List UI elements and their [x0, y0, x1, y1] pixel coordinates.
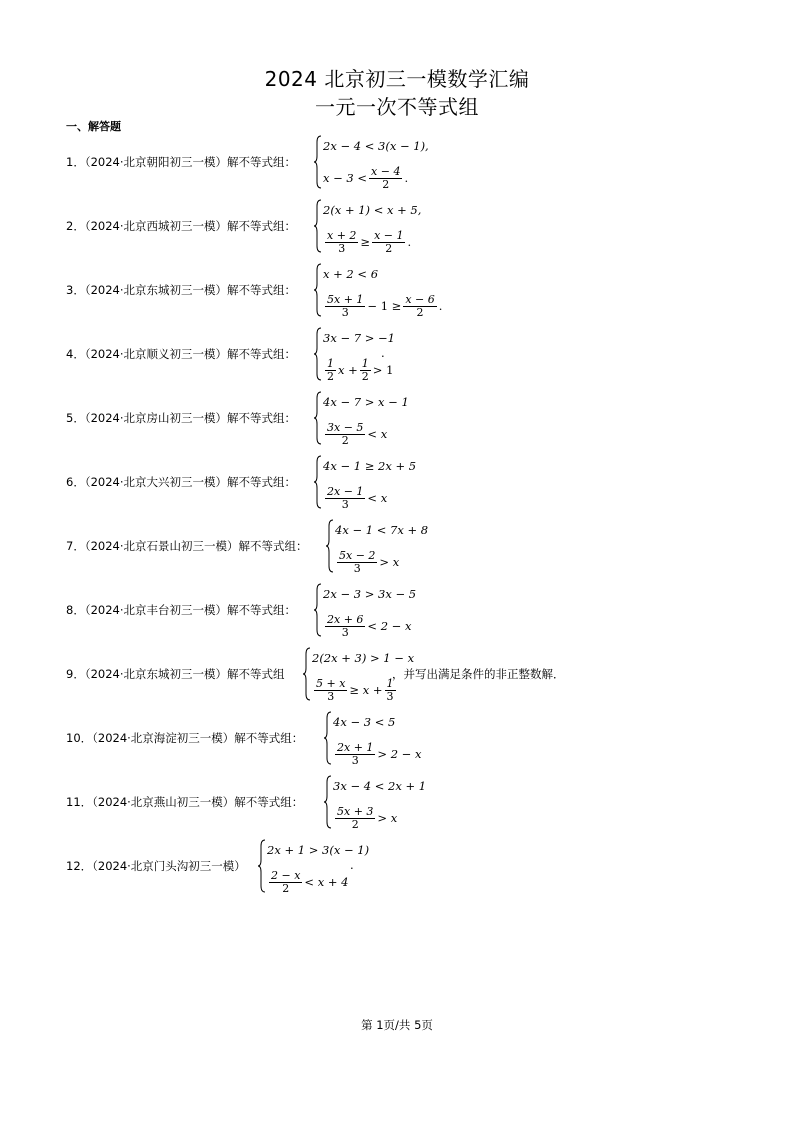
problem-1 [66, 134, 766, 190]
inequality-system [326, 518, 428, 574]
left-brace-icon [314, 326, 322, 382]
left-brace-icon [314, 198, 322, 254]
fraction: $\frac{2x - 1}{3}$ [327, 484, 364, 511]
fraction: $\frac{x - 1}{2}$ [374, 228, 404, 255]
fraction: $\frac{1}{2}$ [361, 356, 369, 383]
problem-label: 10．（2024·北京海淀初三一模）解不等式组： [66, 731, 304, 745]
inequality-line-2: $\frac{2x + 1}{3}$ > 2 − x [337, 740, 422, 767]
problem-label: 2．（2024·北京西城初三一模）解不等式组： [66, 219, 296, 233]
inequality-system [314, 390, 409, 446]
problem-label: 3．（2024·北京东城初三一模）解不等式组： [66, 283, 296, 297]
problem-8 [66, 582, 766, 638]
problem-instruction: ，并写出满足条件的非正整数解． [392, 667, 565, 681]
inequality-line-1: 2(2x + 3) > 1 − x [312, 651, 415, 665]
problem-6 [66, 454, 766, 510]
inequality-line-2: $\frac{2x + 6}{3}$ < 2 − x [327, 612, 412, 639]
inequality-line-1: 2x − 3 > 3x − 5 [323, 587, 417, 601]
left-brace-icon [326, 518, 334, 574]
inequality-line-1: 4x − 1 ≥ 2x + 5 [323, 459, 417, 473]
inequality-line-1: 4x − 7 > x − 1 [323, 395, 409, 409]
left-brace-icon [324, 710, 332, 766]
inequality-line-2: $\frac{x + 2}{3}$ ≥ $\frac{x - 1}{2}$ . [327, 228, 412, 255]
left-brace-icon [314, 262, 322, 318]
fraction: $\frac{x + 2}{3}$ [327, 228, 357, 255]
inequality-line-1: 2(x + 1) < x + 5, [323, 203, 422, 217]
fraction: $\frac{1}{3}$ [386, 676, 394, 703]
problem-label: 4．（2024·北京顺义初三一模）解不等式组： [66, 347, 296, 361]
inequality-system [324, 710, 421, 766]
fraction: $\frac{2x + 6}{3}$ [327, 612, 364, 639]
inequality-line-2: x − 3 < $\frac{x - 4}{2}$ . [323, 164, 409, 191]
fraction: $\frac{5x + 1}{3}$ [327, 292, 364, 319]
left-brace-icon [258, 838, 266, 894]
inequality-system [314, 262, 442, 318]
inequality-line-1: 4x − 1 < 7x + 8 [335, 523, 429, 537]
problem-7 [66, 518, 766, 574]
problem-5 [66, 390, 766, 446]
fraction: $\frac{x - 6}{2}$ [405, 292, 435, 319]
problem-12 [66, 838, 766, 894]
problem-label: 8．（2024·北京丰台初三一模）解不等式组： [66, 603, 296, 617]
problem-tail: . [381, 346, 385, 360]
problem-3 [66, 262, 766, 318]
fraction: $\frac{2 - x}{2}$ [271, 868, 301, 895]
inequality-line-2: $\frac{5x + 3}{2}$ > x [337, 804, 398, 831]
inequality-system [324, 774, 426, 830]
inequality-line-2: $\frac{1}{2}$ x + $\frac{1}{2}$ > 1 [327, 356, 394, 383]
section-heading: 一、解答题 [66, 120, 121, 133]
left-brace-icon [314, 134, 322, 190]
fraction: $\frac{3x - 5}{2}$ [327, 420, 364, 447]
fraction: $\frac{x - 4}{2}$ [371, 164, 401, 191]
problem-11 [66, 774, 766, 830]
inequality-line-1: x + 2 < 6 [323, 267, 379, 281]
fraction: $\frac{2x + 1}{3}$ [337, 740, 374, 767]
document-subtitle: 一元一次不等式组 [315, 95, 479, 119]
fraction: $\frac{1}{2}$ [327, 356, 334, 383]
problem-label: 7．（2024·北京石景山初三一模）解不等式组： [66, 539, 308, 553]
problem-label: 12．（2024·北京门头沟初三一模） [66, 859, 246, 873]
inequality-line-2: $\frac{5x + 1}{3}$ − 1 ≥ $\frac{x - 6}{2}$ . [327, 292, 443, 319]
problem-10 [66, 710, 766, 766]
problem-4 [66, 326, 766, 382]
page-number: 第 1页/共 5页 [361, 1018, 433, 1032]
fraction: $\frac{5x + 3}{2}$ [337, 804, 374, 831]
inequality-line-2: $\frac{2x - 1}{3}$ < x [327, 484, 388, 511]
left-brace-icon [314, 454, 322, 510]
inequality-line-2: $\frac{5x - 2}{3}$ > x [339, 548, 400, 575]
inequality-line-1: 3x − 4 < 2x + 1 [333, 779, 427, 793]
fraction: $\frac{5x - 2}{3}$ [339, 548, 376, 575]
inequality-line-2: $\frac{2 - x}{2}$ < x + 4 [271, 868, 349, 895]
inequality-system [314, 582, 416, 638]
fraction: $\frac{5 + x}{3}$ [316, 676, 346, 703]
left-brace-icon [324, 774, 332, 830]
problem-tail: . [350, 858, 354, 872]
problem-label: 9．（2024·北京东城初三一模）解不等式组 [66, 667, 285, 681]
inequality-line-1: 4x − 3 < 5 [333, 715, 396, 729]
inequality-system [314, 198, 421, 254]
inequality-line-1: 2x − 4 < 3(x − 1), [323, 139, 429, 153]
problem-label: 5．（2024·北京房山初三一模）解不等式组： [66, 411, 296, 425]
problem-label: 1．（2024·北京朝阳初三一模）解不等式组： [66, 155, 296, 169]
inequality-line-2: $\frac{5 + x}{3}$ ≥ x + $\frac{1}{3}$ [316, 676, 394, 703]
problem-label: 11．（2024·北京燕山初三一模）解不等式组： [66, 795, 304, 809]
document-title: 2024 北京初三一模数学汇编 [264, 67, 530, 91]
inequality-line-1: 2x + 1 > 3(x − 1) [267, 843, 370, 857]
left-brace-icon [314, 582, 322, 638]
left-brace-icon [303, 646, 311, 702]
inequality-line-1: 3x − 7 > −1 [323, 331, 395, 345]
inequality-system [314, 454, 416, 510]
inequality-line-2: $\frac{3x - 5}{2}$ < x [327, 420, 388, 447]
problem-9 [66, 646, 766, 702]
inequality-system [314, 134, 429, 190]
problem-label: 6．（2024·北京大兴初三一模）解不等式组： [66, 475, 296, 489]
left-brace-icon [314, 390, 322, 446]
problem-2 [66, 198, 766, 254]
